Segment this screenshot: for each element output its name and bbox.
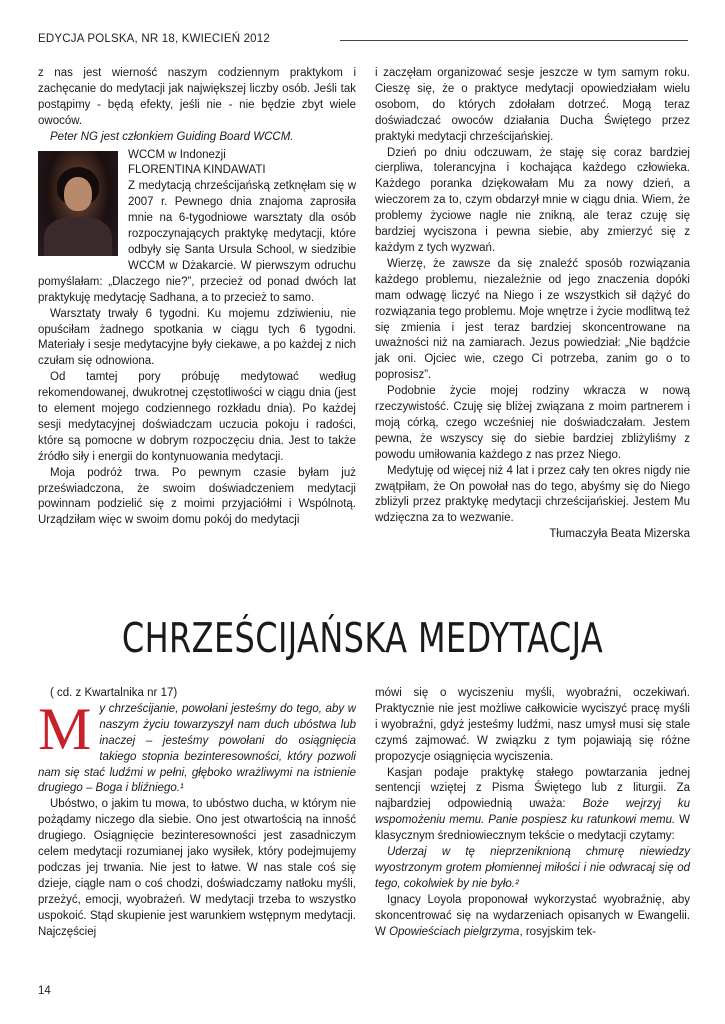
intro-paragraph: z nas jest wierność naszym codziennym praktykom i zachęcanie do medytacji jak największej liczby osób. Jeśli tak postąpimy - będą efekty, jeśli nie - nie będzie zbyt wiele owoców. [38,67,356,127]
profile-block [38,148,356,307]
column-4 [375,686,690,941]
column-3 [38,686,356,941]
translator-credit: Tłumaczyła Beata Mizerska [549,528,690,541]
running-header [38,31,688,51]
body-paragraph: i zaczęłam organizować sesje jeszcze w tym samym roku. Cieszę się, że o praktyce medytacji opowiedziałam wielu osobom, do których zdołałam dotrzeć. Mogą teraz doświadczać owoców działania Ducha Świętego przez praktyki medytacji chrześcijańskiej. [375,67,690,143]
body-paragraph: Ubóstwo, o jakim tu mowa, to ubóstwo ducha, w którym nie pożądamy niczego dla siebie. Ono jest otwartością na inność drugiego. Osiągnięcie bezinteresowności jest zasadniczym celem medytacji rozumianej jako wysiłek, który podejmujemy podczas jej trwania. Nie jest to łatwe. W nas stale coś się dzieje, ciągle nam o coś chodzi, doświadczamy natłoku myśli, przeżyć, emocji, wyobrażeń. W medytacji trzeba to wszystko uspokoić. Stąd skupienie jest warunkiem wstępnym medytacji. Najczęściej [38,798,356,938]
lead-block [38,702,356,797]
source-note: ( cd. z Kwartalnika nr 17) [50,687,178,699]
body-paragraph: Wierzę, że zawsze da się znaleźć sposób rozwiązania każdego problemu, niezależnie od jego znaczenia dopóki mam odwagę liczyć na Niego i ze wszystkich sił dążyć do rozwiązania tego problemu. Moje wnętrze i życie modlitwą też się zmienia i jest teraz bardziej skoncentrowane na uważności niż na zamiarach. Jezus powiedział: „Nie bądźcie jak oni. Ojciec wie, czego Ci potrzeba, zanim go o to poprosisz”. [375,257,690,382]
page-number: 14 [38,985,51,997]
header-rule [340,40,688,41]
quote: Uderzaj w tę nieprzeniknioną chmurę niewiedzy wyostrzonym grotem płomiennej miłości i nie odwracaj się od tego, cokolwiek by nie było.² [375,846,690,890]
body-paragraph: mówi się o wyciszeniu myśli, wyobraźni, oczekiwań. Praktycznie nie jest możliwe całkowicie wyciszyć pracę myśli i wyobraźni, gdyż jesteśmy ludźmi, nasz umysł musi się stale czymś zajmować. W związku z tym pojawiają się różne propozycje osiągnięcia wyciszenia. [375,687,690,763]
body-paragraph: Ignacy Loyola proponował wykorzystać wyobraźnię, aby skoncentrować się na wydarzeniach opisanych w Ewangelii. W Opowieściach pielgrzyma, rosyjskim tek- [375,893,690,938]
body-paragraph: Od tamtej pory próbuję medytować według rekomendowanej, dwukrotnej częstotliwości w ciągu dnia (jest to element mojego codziennego rozkładu dnia). Po każdej sesji medytacyjnej doświadczam uczucia pokoju i radości, które są pomocne w dobrym rozpoczęciu dnia. Jest to także źródło siły i energii do kontynuowania medytacji. [38,371,356,463]
byline: Peter NG jest członkiem Guiding Board WCCM. [50,130,294,143]
body-paragraph: Dzień po dniu odczuwam, że staję się coraz bardziej cierpliwa, tolerancyjna i kochająca każdego człowieka. Każdego poranka dziękowałam Mu za nowy dzień, a wieczorem za to, czym obdarzył mnie w ciągu dnia. Wiem, że problemy życiowe nagle nie znikną, ale teraz czuję się bardziej wyciszona i pewna siebie, aby zmierzyć się z każdym z tych wyzwań. [375,146,690,254]
author-name: FLORENTINA KINDAWATI [128,164,266,177]
body-paragraph: Moja podróż trwa. Po pewnym czasie byłam już przeświadczona, że swoim doświadczeniem medytacji powinnam podzielić się z moimi przyjaciółmi i Wspólnotą. Urządziłam więc w swoim domu pokój do medytacji [38,466,356,527]
body-paragraph: Podobnie życie mojej rodziny wkracza w nową rzeczywistość. Czuję się bliżej związana z moim partnerem i moją córką, czego wcześniej nie doświadczałam. Jestem pewna, że wszyscy się do siebie bardziej zbliżyliśmy z powodu umiłowania każdego z nas przez Niego. [375,385,690,461]
column-2 [375,66,690,543]
drop-cap: M [38,701,92,762]
body-paragraph: Medytuję od więcej niż 4 lat i przez cały ten okres nigdy nie zwątpiłam, że On powołał nas do tego, abyśmy się do Niego zbliżyli przez praktykę medytacji chrześcijańskiej. Jestem Mu wdzięczna za to wezwanie. [375,464,690,525]
article-title: CHRZEŚCIJAŃSKA MEDYTACJA [121,614,604,662]
body-paragraph: Kasjan podaje praktykę stałego powtarzania jednej sentencji wziętej z Pisma Świętego lub z liturgii. Za najbardziej odpowiednią uważa: Boże wejrzyj ku wspomożeniu memu. Panie pospiesz ku ratunkowi memu. W klasycznym średniowiecznym tekście o medytacji czytamy: [375,766,691,843]
section-title: WCCM w Indonezji [128,148,226,161]
lead-paragraph: y chrześcijanie, powołani jesteśmy do tego, aby w naszym życiu towarzyszył nam duch ubóstwa lub inaczej – jesteśmy powołani do osiągnięcia takiego stopnia bezinteresowności, który pozwoli nam się stać ludźmi w pełni, głęboko wrażliwymi na istnienie drugiego – Boga i bliźniego.¹ [38,702,356,795]
column-1 [38,66,356,529]
body-paragraph: Warsztaty trwały 6 tygodni. Ku mojemu zdziwieniu, nie opuściłam żadnego spotkania w ciągu tych 6 tygodni. Materiały i sesje medytacyjne były ciekawe, a po każdej z nich czułam się odnowiona. [38,307,356,368]
body-paragraph: Z medytacją chrześcijańską zetknęłam się w 2007 r. Pewnego dnia znajoma zaprosiła mnie na 6-tygodniowe warsztaty dla osób rozpoczynających praktykę medytacji, które odbyły się Santa Ursula School, w siedzibie WCCM w Dżakarcie. W pierwszym odruchu pomyślałam: „Dlaczego nie?”, przecież od ponad dwóch lat praktykuję medytację Sadhana, a to przecież to samo. [38,180,356,304]
header-text: EDYCJA POLSKA, NR 18, KWIECIEŃ 2012 [38,33,270,45]
author-photo [38,151,118,256]
